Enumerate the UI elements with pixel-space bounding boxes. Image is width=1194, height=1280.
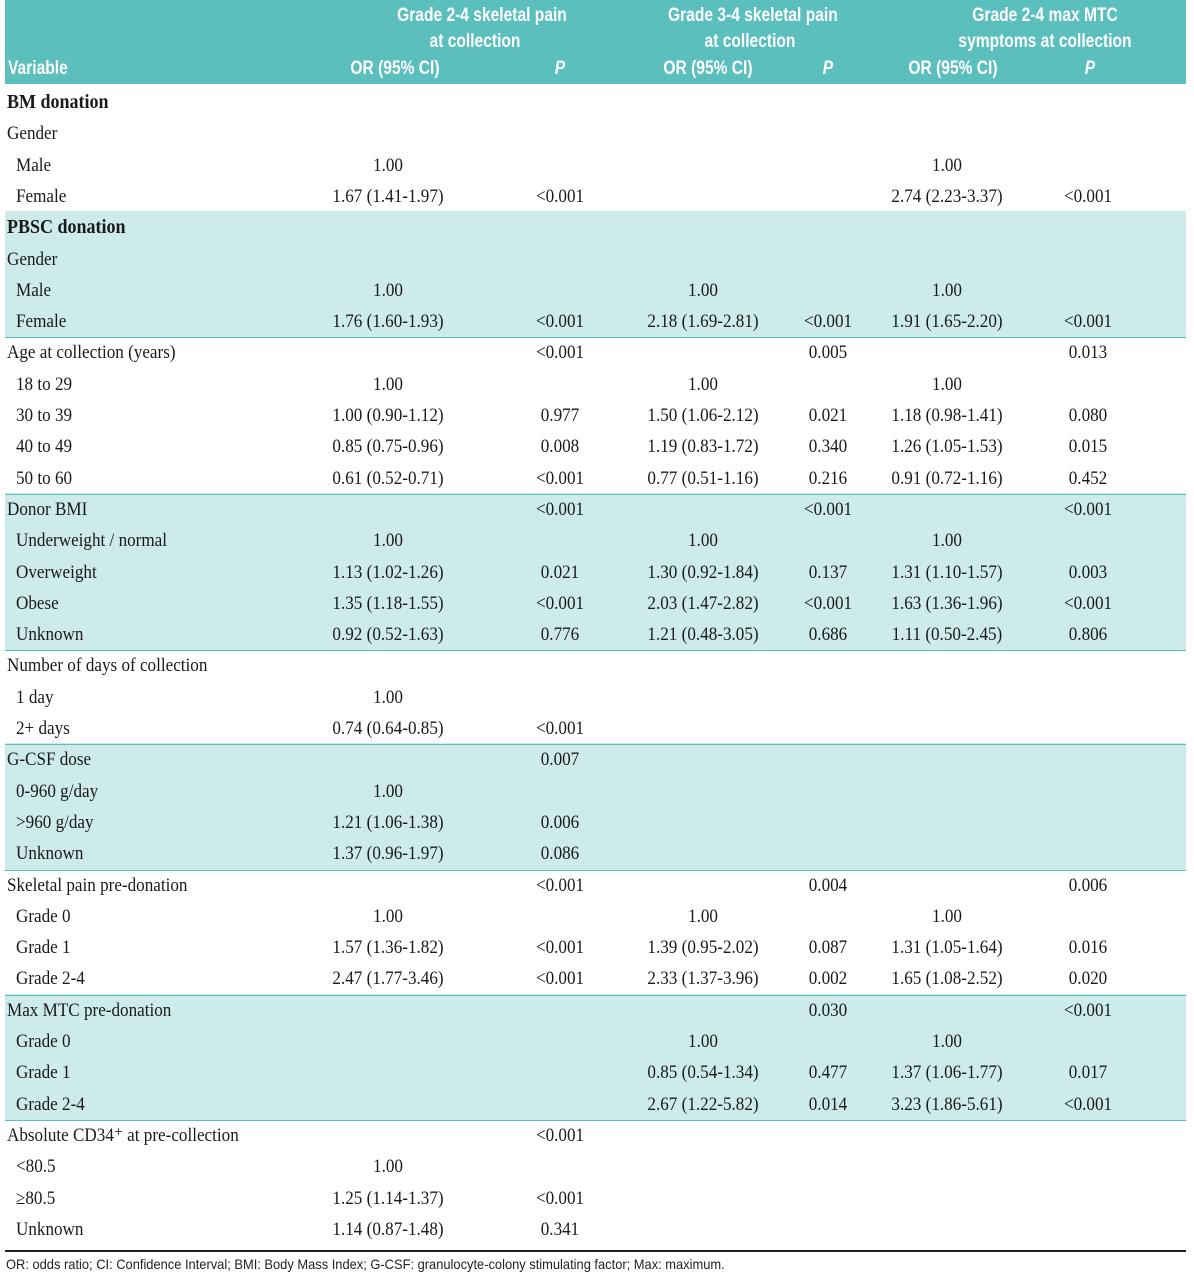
category-label: Underweight / normal bbox=[16, 530, 168, 552]
table-row bbox=[5, 1214, 1186, 1245]
table-row bbox=[5, 118, 1186, 149]
odds-ratio-cell: 1.00 bbox=[932, 1031, 962, 1052]
odds-ratio-cell: 1.00 bbox=[373, 905, 403, 927]
odds-ratio-cell: 3.23 (1.86-5.61) bbox=[891, 1093, 1003, 1115]
table-row bbox=[5, 588, 1186, 619]
p-value-cell: 0.008 bbox=[540, 436, 580, 458]
odds-ratio-cell: 1.11 (0.50-2.45) bbox=[891, 624, 1003, 646]
odds-ratio-cell: 2.47 (1.77-3.46) bbox=[332, 968, 444, 990]
category-label: 1 day bbox=[16, 686, 54, 708]
p-value-cell: 0.006 bbox=[1068, 874, 1108, 896]
odds-ratio-cell: 1.91 (1.65-2.20) bbox=[891, 311, 1003, 333]
variable-label: Donor BMI bbox=[7, 498, 88, 520]
odds-ratio-cell: 1.00 bbox=[688, 279, 718, 301]
p-value-cell: 0.006 bbox=[540, 811, 580, 833]
category-label: 30 to 39 bbox=[16, 405, 73, 426]
p-value-cell: 0.087 bbox=[808, 937, 848, 959]
table-row bbox=[5, 1026, 1186, 1057]
table-row bbox=[5, 1120, 1186, 1151]
odds-ratio-cell: 1.00 bbox=[373, 1156, 403, 1178]
category-label: Grade 0 bbox=[16, 905, 71, 927]
category-label: Grade 1 bbox=[16, 1062, 71, 1084]
table-row bbox=[5, 150, 1186, 181]
category-label: Grade 1 bbox=[16, 937, 71, 959]
odds-ratio-cell: 1.00 bbox=[688, 1031, 718, 1052]
category-label: Unknown bbox=[16, 624, 84, 646]
odds-ratio-cell: 1.13 (1.02-1.26) bbox=[332, 561, 444, 583]
odds-ratio-cell: 2.74 (2.23-3.37) bbox=[891, 185, 1003, 207]
odds-ratio-cell: 0.74 (0.64-0.85) bbox=[332, 718, 444, 739]
header-group-1-line1: Grade 2-4 skeletal pain bbox=[397, 5, 567, 26]
table-row bbox=[5, 1057, 1186, 1088]
variable-label: Absolute CD34⁺ at pre-collection bbox=[7, 1124, 239, 1146]
p-value-cell: 0.137 bbox=[808, 561, 848, 583]
odds-ratio-cell: 1.65 (1.08-2.52) bbox=[891, 968, 1003, 990]
table-row bbox=[5, 995, 1186, 1026]
odds-ratio-cell: 1.00 bbox=[373, 530, 403, 552]
header-p-3: P bbox=[1084, 58, 1096, 79]
p-value-cell: 0.005 bbox=[808, 342, 848, 364]
odds-ratio-cell: 1.57 (1.36-1.82) bbox=[332, 937, 444, 959]
odds-ratio-cell: 1.50 (1.06-2.12) bbox=[647, 405, 759, 426]
odds-ratio-cell: 1.00 bbox=[932, 279, 962, 301]
odds-ratio-cell: 1.37 (0.96-1.97) bbox=[332, 843, 444, 865]
table-row bbox=[5, 932, 1186, 963]
odds-ratio-cell: 1.18 (0.98-1.41) bbox=[891, 405, 1003, 426]
odds-ratio-cell: 0.91 (0.72-1.16) bbox=[891, 467, 1003, 489]
table-row bbox=[5, 369, 1186, 400]
p-value-cell: <0.001 bbox=[535, 592, 585, 614]
odds-ratio-cell: 1.31 (1.10-1.57) bbox=[891, 561, 1003, 583]
table-row bbox=[5, 901, 1186, 932]
p-value-cell: <0.001 bbox=[535, 311, 585, 333]
category-label: Grade 0 bbox=[16, 1031, 71, 1052]
p-value-cell: <0.001 bbox=[535, 874, 585, 896]
table-row bbox=[5, 1183, 1186, 1214]
table-row bbox=[5, 87, 1186, 118]
p-value-cell: <0.001 bbox=[1063, 592, 1113, 614]
variable-label: Max MTC pre-donation bbox=[7, 999, 172, 1021]
table-row bbox=[5, 400, 1186, 431]
p-value-cell: <0.001 bbox=[803, 498, 853, 520]
category-label: 50 to 60 bbox=[16, 467, 73, 489]
odds-ratio-cell: 0.61 (0.52-0.71) bbox=[332, 467, 444, 489]
odds-ratio-cell: 1.21 (1.06-1.38) bbox=[332, 811, 444, 833]
category-label: 18 to 29 bbox=[16, 373, 73, 395]
p-value-cell: <0.001 bbox=[1063, 999, 1113, 1021]
odds-ratio-cell: 1.00 bbox=[932, 154, 962, 176]
header-group-2-line2: at collection bbox=[704, 31, 796, 52]
p-value-cell: 0.013 bbox=[1068, 342, 1108, 364]
p-value-cell: 0.007 bbox=[540, 749, 580, 771]
odds-ratio-cell: 1.19 (0.83-1.72) bbox=[647, 436, 759, 458]
p-value-cell: <0.001 bbox=[803, 311, 853, 333]
table-row bbox=[5, 1151, 1186, 1182]
p-value-cell: 0.340 bbox=[808, 436, 848, 458]
category-label: Female bbox=[16, 185, 67, 207]
p-value-cell: 0.017 bbox=[1068, 1062, 1108, 1084]
p-value-cell: 0.977 bbox=[540, 405, 580, 426]
p-value-cell: 0.477 bbox=[808, 1062, 848, 1084]
odds-ratio-cell: 1.76 (1.60-1.93) bbox=[332, 311, 444, 333]
table-row bbox=[5, 870, 1186, 901]
odds-ratio-cell: 1.39 (0.95-2.02) bbox=[647, 937, 759, 959]
p-value-cell: 0.016 bbox=[1068, 937, 1108, 959]
table-row bbox=[5, 494, 1186, 525]
table-row bbox=[5, 744, 1186, 775]
odds-ratio-cell: 0.77 (0.51-1.16) bbox=[647, 467, 759, 489]
table-row bbox=[5, 963, 1186, 994]
p-value-cell: 0.686 bbox=[808, 624, 848, 646]
header-group-2-line1: Grade 3-4 skeletal pain bbox=[668, 5, 838, 26]
odds-ratio-cell: 0.85 (0.75-0.96) bbox=[332, 436, 444, 458]
table-footnote: OR: odds ratio; CI: Confidence Interval; BMI: Body Mass Index; G-CSF: granulocyte-colony stimulating factor; Max: maximum. bbox=[6, 1256, 725, 1272]
odds-ratio-cell: 1.25 (1.14-1.37) bbox=[332, 1187, 444, 1209]
header-or-2: OR (95% CI) bbox=[663, 58, 753, 79]
table-row bbox=[5, 650, 1186, 681]
odds-ratio-cell: 1.37 (1.06-1.77) bbox=[891, 1062, 1003, 1084]
p-value-cell: 0.030 bbox=[808, 999, 848, 1021]
variable-label: G-CSF dose bbox=[7, 749, 92, 771]
odds-ratio-cell: 1.31 (1.05-1.64) bbox=[891, 937, 1003, 959]
category-label: ≥80.5 bbox=[16, 1187, 56, 1209]
category-label: 0-960 g/day bbox=[16, 780, 99, 802]
category-label: Grade 2-4 bbox=[16, 968, 85, 990]
p-value-cell: 0.002 bbox=[808, 968, 848, 990]
odds-ratio-cell: 1.00 bbox=[373, 154, 403, 176]
odds-ratio-cell: 1.00 (0.90-1.12) bbox=[332, 405, 444, 426]
odds-ratio-cell: 2.33 (1.37-3.96) bbox=[647, 968, 759, 990]
odds-ratio-cell: 1.63 (1.36-1.96) bbox=[891, 592, 1003, 614]
p-value-cell: <0.001 bbox=[1063, 311, 1113, 333]
category-label: Grade 2-4 bbox=[16, 1093, 85, 1115]
odds-ratio-cell: 2.03 (1.47-2.82) bbox=[647, 592, 759, 614]
category-label: Overweight bbox=[16, 561, 97, 583]
table-row bbox=[5, 713, 1186, 744]
table-row bbox=[5, 337, 1186, 368]
header-p-2: P bbox=[822, 58, 834, 79]
p-value-cell: 0.452 bbox=[1068, 467, 1108, 489]
table-row bbox=[5, 525, 1186, 556]
header-or-1: OR (95% CI) bbox=[350, 58, 440, 79]
variable-label: Gender bbox=[7, 123, 58, 145]
p-value-cell: <0.001 bbox=[1063, 1093, 1113, 1115]
category-label: Obese bbox=[16, 592, 59, 614]
p-value-cell: <0.001 bbox=[535, 937, 585, 959]
p-value-cell: 0.080 bbox=[1068, 405, 1108, 426]
header-or-3: OR (95% CI) bbox=[908, 58, 998, 79]
p-value-cell: <0.001 bbox=[535, 1124, 585, 1146]
variable-label: Number of days of collection bbox=[7, 655, 208, 677]
p-value-cell: <0.001 bbox=[535, 718, 585, 739]
p-value-cell: 0.806 bbox=[1068, 624, 1108, 646]
odds-ratio-cell: 2.67 (1.22-5.82) bbox=[647, 1093, 759, 1115]
odds-ratio-cell: 1.00 bbox=[932, 905, 962, 927]
odds-ratio-cell: 0.92 (0.52-1.63) bbox=[332, 624, 444, 646]
table-row bbox=[5, 557, 1186, 588]
odds-ratio-cell: 1.35 (1.18-1.55) bbox=[332, 592, 444, 614]
category-label: >960 g/day bbox=[16, 811, 94, 833]
odds-ratio-cell: 1.67 (1.41-1.97) bbox=[332, 185, 444, 207]
p-value-cell: <0.001 bbox=[535, 342, 585, 364]
header-group-3-line2: symptoms at collection bbox=[958, 31, 1132, 52]
table-row bbox=[5, 431, 1186, 462]
category-label: Unknown bbox=[16, 1218, 84, 1240]
p-value-cell: <0.001 bbox=[535, 185, 585, 207]
table-row bbox=[5, 682, 1186, 713]
table-row bbox=[5, 807, 1186, 838]
odds-ratio-cell: 1.14 (0.87-1.48) bbox=[332, 1218, 444, 1240]
category-label: Male bbox=[16, 154, 52, 176]
table-row bbox=[5, 181, 1186, 212]
table-row bbox=[5, 776, 1186, 807]
section-heading: PBSC donation bbox=[7, 216, 126, 239]
p-value-cell: <0.001 bbox=[535, 1187, 585, 1209]
p-value-cell: <0.001 bbox=[535, 467, 585, 489]
variable-label: Gender bbox=[7, 248, 58, 270]
header-group-3-line1: Grade 2-4 max MTC bbox=[972, 5, 1118, 26]
table-row bbox=[5, 1089, 1186, 1120]
p-value-cell: 0.020 bbox=[1068, 968, 1108, 990]
p-value-cell: <0.001 bbox=[535, 968, 585, 990]
table-row bbox=[5, 306, 1186, 337]
odds-ratio-cell: 1.00 bbox=[373, 780, 403, 802]
p-value-cell: 0.014 bbox=[808, 1093, 848, 1115]
table-row bbox=[5, 619, 1186, 650]
header-group-1-line2: at collection bbox=[429, 31, 521, 52]
table-row bbox=[5, 838, 1186, 869]
table-header bbox=[5, 0, 1186, 84]
category-label: Male bbox=[16, 279, 52, 301]
table-row bbox=[5, 244, 1186, 275]
p-value-cell: 0.004 bbox=[808, 874, 848, 896]
odds-ratio-cell: 1.00 bbox=[373, 373, 403, 395]
odds-ratio-cell: 1.21 (0.48-3.05) bbox=[647, 624, 759, 646]
p-value-cell: 0.021 bbox=[808, 405, 848, 426]
odds-ratio-cell: 1.00 bbox=[688, 905, 718, 927]
odds-ratio-cell: 1.00 bbox=[932, 530, 962, 552]
variable-label: Skeletal pain pre-donation bbox=[7, 874, 188, 896]
variable-label: Age at collection (years) bbox=[7, 342, 176, 364]
odds-ratio-cell: 2.18 (1.69-2.81) bbox=[647, 311, 759, 333]
p-value-cell: 0.341 bbox=[540, 1218, 580, 1240]
header-variable: Variable bbox=[8, 58, 68, 79]
odds-ratio-cell: 1.26 (1.05-1.53) bbox=[891, 436, 1003, 458]
p-value-cell: 0.003 bbox=[1068, 561, 1108, 583]
section-heading: BM donation bbox=[7, 91, 109, 113]
category-label: 40 to 49 bbox=[16, 436, 73, 458]
p-value-cell: <0.001 bbox=[1063, 498, 1113, 520]
category-label: <80.5 bbox=[16, 1156, 56, 1178]
odds-ratio-cell: 1.00 bbox=[688, 373, 718, 395]
odds-ratio-cell: 0.85 (0.54-1.34) bbox=[647, 1062, 759, 1084]
table-row bbox=[5, 275, 1186, 306]
table-row bbox=[5, 463, 1186, 494]
p-value-cell: <0.001 bbox=[803, 592, 853, 614]
p-value-cell: 0.021 bbox=[540, 561, 580, 583]
odds-ratio-cell: 1.30 (0.92-1.84) bbox=[647, 561, 759, 583]
p-value-cell: 0.086 bbox=[540, 843, 580, 865]
table-bottom-rule bbox=[5, 1250, 1186, 1252]
p-value-cell: 0.776 bbox=[540, 624, 580, 646]
p-value-cell: 0.015 bbox=[1068, 436, 1108, 458]
odds-ratio-cell: 1.00 bbox=[688, 530, 718, 552]
odds-ratio-cell: 1.00 bbox=[373, 279, 403, 301]
odds-ratio-cell: 1.00 bbox=[373, 686, 403, 708]
p-value-cell: 0.216 bbox=[808, 467, 848, 489]
p-value-cell: <0.001 bbox=[1063, 185, 1113, 207]
table-row bbox=[5, 212, 1186, 243]
odds-ratio-cell: 1.00 bbox=[932, 373, 962, 395]
header-p-1: P bbox=[554, 58, 566, 79]
p-value-cell: <0.001 bbox=[535, 498, 585, 520]
category-label: Female bbox=[16, 311, 67, 333]
category-label: 2+ days bbox=[16, 718, 70, 739]
category-label: Unknown bbox=[16, 843, 84, 865]
